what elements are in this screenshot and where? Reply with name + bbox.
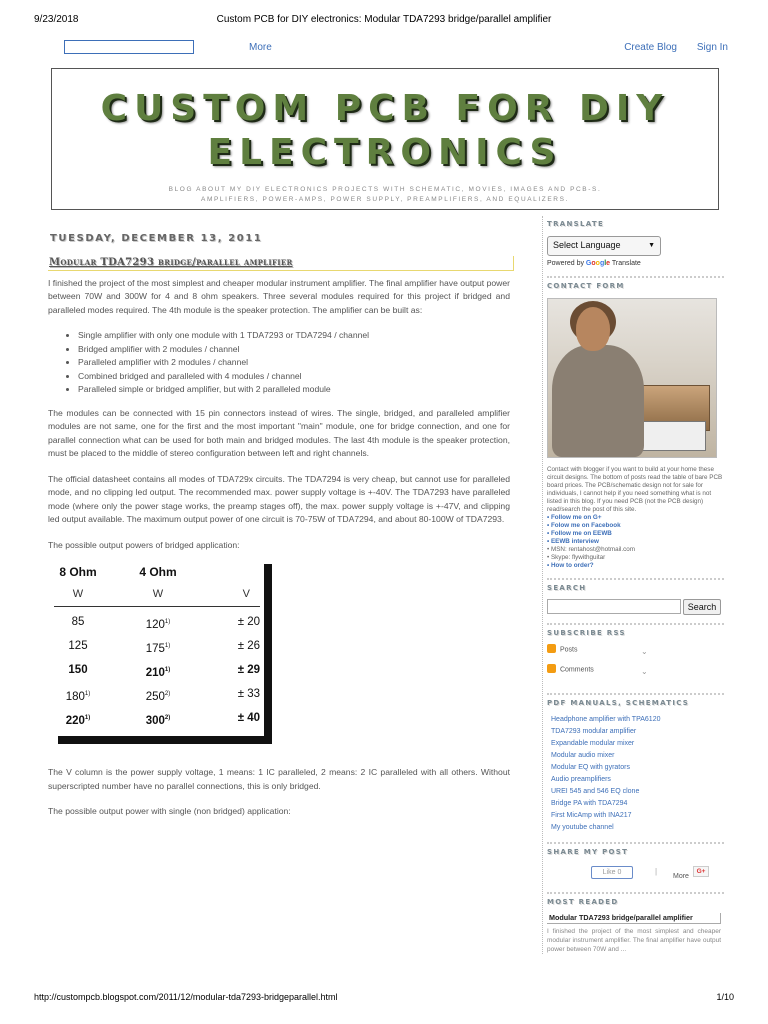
post-paragraph: The possible output power with single (non bridged) application: [48,806,291,816]
list-item: • Paralleled amplifier with 2 modules / channel [78,356,510,370]
post-title[interactable]: Modular TDA7293 bridge/parallel amplifier [48,256,514,271]
navbar-more-link[interactable]: More [249,42,272,53]
sidebar-divider [547,623,724,625]
table-sup: 1) [84,715,91,721]
table-cell: ± 26 [237,640,260,652]
table-row [50,616,264,638]
rss-posts-label: Posts [559,645,578,653]
table-unit: W [72,588,84,600]
contact-link[interactable]: • Follow me on G+ [547,513,602,521]
search-button[interactable]: Search [683,599,721,615]
list-item: • Bridged amplifier with 2 modules / channel [78,343,510,357]
blog-title-line2: ELECTRONICS [207,132,563,173]
post-date: TUESDAY, DECEMBER 13, 2011 [50,233,263,244]
contact-link[interactable]: • EEWB interview [547,537,599,545]
table-unit: W [152,588,164,600]
table-cell: ± 29 [237,664,260,676]
table-row [50,640,264,662]
page-url: http://custompcb.blogspot.com/2011/12/modular-tda7293-bridgeparallel.html [34,992,338,1002]
print-header [34,14,734,28]
table-cell: 210 [145,666,165,679]
post-paragraph: The V column is the power supply voltage, 1 means: 1 IC paralleled, 2 means: 2 IC paralleled with all others. Without superscripted number have no parallel connections, this is only bridged. [48,767,510,791]
most-readed-heading: MOST READED [547,897,619,906]
dropdown-arrow-icon: ▼ [648,241,655,249]
table-sup: 1) [84,691,91,697]
blog-title[interactable] [52,87,718,175]
table-divider [54,606,260,607]
most-readed-post-link[interactable]: Modular TDA7293 bridge/parallel amplifier [547,913,721,924]
most-readed-snippet: I finished the project of the most simplest and cheaper modular instrument amplifier. The final amplifier have output power between 70W and ... [547,927,721,953]
search-input[interactable] [547,599,681,614]
language-select[interactable] [547,236,661,256]
chevron-down-icon[interactable]: ⌄ [641,666,648,676]
contact-info: • Skype: flywithguitar [547,553,606,561]
share-more-link[interactable]: More [673,872,689,880]
table-col-4ohm: 4 Ohm [139,565,177,579]
table-cell: 250 [145,690,165,703]
list-item: • Single amplifier with only one module with 1 TDA7293 or TDA7294 / channel [78,329,510,343]
pdf-link[interactable]: UREI 545 and 546 EQ clone [551,788,640,795]
table-sup: 1) [164,667,171,673]
build-options-list [78,329,510,397]
table-col-8ohm: 8 Ohm [59,565,97,579]
share-heading: SHARE MY POST [547,848,629,856]
share-divider: | [655,866,658,876]
table-cell: 300 [145,714,165,727]
like-button[interactable]: Like 0 [591,866,633,879]
pdf-link[interactable]: Headphone amplifier with TPA6120 [551,716,661,723]
table-cell: ± 20 [237,616,260,628]
photo-body [552,345,644,457]
blogger-navbar [50,38,728,58]
table-cell: 85 [71,616,85,628]
rss-heading: SUBSCRIBE RSS [547,629,626,637]
pdf-link[interactable]: My youtube channel [551,824,614,831]
google-plus-icon[interactable]: G+ [693,866,709,877]
contact-heading: CONTACT FORM [547,282,625,290]
list-item: • Paralleled simple or bridged amplifier, but with 2 paralleled module [78,383,510,397]
bridged-power-table [50,558,264,736]
rss-icon [547,644,556,653]
pdf-link[interactable]: Expandable modular mixer [551,740,635,747]
blog-title-line1: CUSTOM PCB FOR DIY [100,88,670,129]
post-paragraph: The modules can be connected with 15 pin connectors instead of wires. The single, bridged, and paralleled amplifier modules are not same, one for the first and the most important "main" module, one for bridge connection, and one for parallel connection what can be used for both main and bridged modules. The last 4th module is the speaker protection, must be placed to the middle of stereo configuration between left and right channels. [48,407,510,458]
rss-comments-label: Comments [559,665,594,673]
blog-description: BLOG ABOUT MY DIY ELECTRONICS PROJECTS WITH SCHEMATIC, MOVIES, IMAGES AND PCB-S. AMPLIFIERS, POWER-AMPS, POWER SUPPLY, PREAMPLIFIERS, AND EQUALIZERS. [168,186,602,203]
powered-suffix: Translate [611,259,641,267]
rss-posts-row[interactable] [547,645,724,665]
sidebar-divider [547,842,724,844]
table-cell: 120 [145,618,165,631]
table-cell: 180 [65,690,85,703]
post-intro: I finished the project of the most simplest and cheaper modular instrument amplifier. The final amplifier have output power between 70W and 300W for 4 and 8 ohm speakers. Three several modules required for this project if bridged and paralleled modes required. The 4th module is the speaker protection. The amplifier can be built as: [48,277,510,315]
navbar-search-input[interactable] [64,40,194,54]
contact-description: Contact with blogger if you want to build at your home these circuit designs. The bottom of posts read the table of bare PCB board prices. The PCB/schematic design not for sale for individuals, I cannot help if you need something what is not listed in this blog. If you need PCB (not the PCB design) read/search the post of this site. [547,465,723,513]
contact-link[interactable]: • Folow me on Facebook [547,521,621,529]
create-blog-link[interactable]: Create Blog [624,42,677,53]
page-number: 1/10 [716,992,734,1002]
pdf-link[interactable]: Audio preamplifiers [551,776,611,783]
sidebar-divider [547,892,724,894]
table-cell: ± 33 [237,688,260,700]
pdf-link[interactable]: Modular audio mixer [551,752,615,759]
photo-head [576,307,610,351]
sign-in-link[interactable]: Sign In [696,42,728,53]
list-item: • Combined bridged and paralleled with 4 modules / channel [78,370,510,384]
pdf-link[interactable]: Modular EQ with gyrators [551,764,630,771]
post-paragraph: The possible output powers of bridged application: [48,539,240,550]
table-sup: 1) [164,619,171,625]
pdf-link[interactable]: TDA7293 modular amplifier [551,728,637,735]
table-sup: 2) [164,691,171,697]
print-date: 9/23/2018 [34,14,79,25]
rss-comments-row[interactable] [547,665,724,685]
table-cell: ± 40 [237,712,260,724]
main-column [48,232,518,831]
table-cell: 220 [65,714,85,727]
table-sup: 1) [164,643,171,649]
table-cell: 125 [68,640,88,652]
share-row [547,864,724,884]
sidebar-divider [547,276,724,278]
sidebar [542,216,724,954]
language-select-value: Select Language [553,239,621,250]
search-form [547,599,724,615]
translate-heading: TRANSLATE [547,220,605,228]
table-header-row [50,566,264,588]
table-cell: 175 [145,642,165,655]
table-row [50,712,264,734]
bridged-power-table-image[interactable] [50,558,272,744]
contact-link[interactable]: • How to order? [547,561,594,569]
table-sup: 2) [164,715,171,721]
pdf-heading: PDF MANUALS, SCHEMATICS [547,698,690,707]
blog-header [51,68,719,210]
google-logo-icon[interactable]: Google [585,259,611,267]
table-row [50,664,264,686]
print-footer [34,992,734,1004]
chevron-down-icon[interactable]: ⌄ [641,646,648,656]
search-heading: SEARCH [547,583,587,592]
print-title: Custom PCB for DIY electronics: Modular TDA7293 bridge/parallel amplifier [216,14,552,25]
contact-text [547,466,724,570]
pdf-links [547,714,724,834]
post-paragraph: The official datasheet contains all modes of TDA729x circuits. The TDA7294 is very cheap, but cannot use for paralleled mode, and no clipping led output. The recommended max. power supply voltage is +-40V. The TDA7293 have paralleled mode (where only the power stage works, the preamp stages off), the max. power supply voltage is +-47V, and clipping led output available. The maximum output power of one circuit is 70-75W of TDA7294, and about 80-100W of TDA7293. [48,473,510,524]
contact-link[interactable]: • Follow me on EEWB [547,529,612,537]
table-row [50,688,264,710]
pdf-link[interactable]: Bridge PA with TDA7294 [551,800,628,807]
pdf-link[interactable]: First MicAmp with INA217 [551,812,632,819]
author-photo [547,298,717,458]
post-body [48,277,510,819]
powered-by-google [547,259,724,269]
table-cell: 150 [68,664,88,676]
powered-prefix: Powered by [547,259,584,267]
contact-info: • MSN: rentahost@hotmail.com [547,545,636,553]
table-unit: V [242,588,250,600]
rss-icon [547,664,556,673]
sidebar-divider [547,693,724,695]
sidebar-divider [547,578,724,580]
